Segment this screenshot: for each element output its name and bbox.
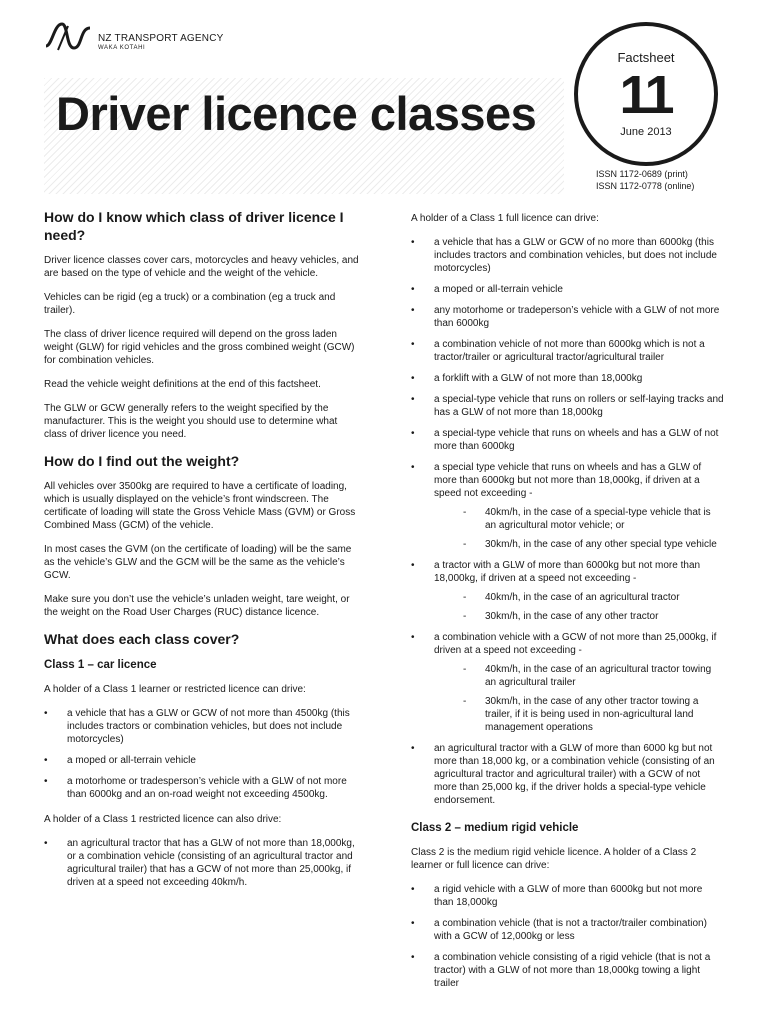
list-item-text: a combination vehicle with a GCW of not more than 25,000kg, if driven at a speed not exceeding - bbox=[434, 632, 717, 656]
list-item: • a vehicle that has a GLW or GCW of not more than 4500kg (this includes tractors or combination vehicles, but does not include motorcycles) bbox=[44, 707, 362, 746]
paragraph: A holder of a Class 1 restricted licence can also drive: bbox=[44, 814, 282, 825]
sub-list-item: - 40km/h, in the case of a special-type vehicle that is an agricultural motor vehicle; or bbox=[434, 506, 724, 532]
heading-which-class: How do I know which class of driver licence I need? bbox=[44, 209, 344, 243]
class2-list bbox=[411, 883, 724, 990]
sub-list-item: - 30km/h, in the case of any other tractor towing a trailer, if it is being used in non-agricultural land management operations bbox=[434, 695, 724, 734]
class1-learner-list bbox=[44, 707, 362, 801]
sub-list bbox=[434, 663, 724, 734]
class1-restricted-list bbox=[44, 837, 362, 889]
brand-name: NZ TRANSPORT AGENCY bbox=[98, 33, 224, 44]
factsheet-badge bbox=[574, 22, 718, 166]
issn-online: ISSN 1172-0778 (online) bbox=[596, 181, 695, 191]
list-item-text: a special type vehicle that runs on wheels and has a GLW of more than 6000kg but not more than 18,000kg, if driven at a speed not exceeding - bbox=[434, 462, 702, 499]
right-column bbox=[411, 212, 724, 998]
sub-list-item: - 30km/h, in the case of any other special type vehicle bbox=[434, 538, 724, 551]
paragraph: All vehicles over 3500kg are required to have a certificate of loading, which is usually displayed on the vehicle’s front windscreen. The certificate of loading will state the Gross Vehicle Mass (GVM) or Gross Combined Mass (GCM) of the vehicle. bbox=[44, 481, 356, 531]
sub-list bbox=[434, 506, 724, 551]
issn-print: ISSN 1172-0689 (print) bbox=[596, 169, 688, 179]
list-item: • a motorhome or tradesperson’s vehicle with a GLW of not more than 6000kg and an on-road weight not exceeding 4500kg. bbox=[44, 775, 362, 801]
list-item: • an agricultural tractor that has a GLW of not more than 18,000kg, or a combination vehicle (consisting of an agricultural tractor and agricultural trailer) that has a GCW of not more than 25,000kg, if driven at a speed not exceeding 40km/h. bbox=[44, 837, 362, 889]
list-item: • a forklift with a GLW of not more than 18,000kg bbox=[411, 372, 724, 385]
factsheet-label: Factsheet bbox=[617, 50, 675, 65]
sub-list bbox=[434, 591, 724, 623]
issn-block bbox=[596, 168, 694, 192]
list-item bbox=[411, 631, 724, 734]
list-item: • a combination vehicle consisting of a rigid vehicle (that is not a tractor) with a GLW of not more than 18,000kg towing a light trailer bbox=[411, 951, 724, 990]
sub-list-item: - 40km/h, in the case of an agricultural tractor towing an agricultural trailer bbox=[434, 663, 724, 689]
class1-full-list bbox=[411, 236, 724, 807]
factsheet-number: 11 bbox=[619, 65, 673, 125]
paragraph: The class of driver licence required will depend on the gross laden weight (GLW) for rigid vehicles and the gross combined weight (GCW) for combination vehicles. bbox=[44, 329, 355, 366]
paragraph: A holder of a Class 1 learner or restricted licence can drive: bbox=[44, 684, 306, 695]
list-item: • a rigid vehicle with a GLW of more than 6000kg but not more than 18,000kg bbox=[411, 883, 724, 909]
list-item: • an agricultural tractor with a GLW of more than 6000 kg but not more than 18,000 kg, or a combination vehicle (consisting of an agricultural tractor and agricultural trailer) with a GCW of not more than 25,000 kg, if the driver holds a special-type vehicle endorsement. bbox=[411, 742, 724, 807]
list-item: • a moped or all-terrain vehicle bbox=[44, 754, 362, 767]
paragraph: A holder of a Class 1 full licence can drive: bbox=[411, 213, 599, 224]
sub-list-item: - 30km/h, in the case of any other tractor bbox=[434, 610, 724, 623]
heading-class-2: Class 2 – medium rigid vehicle bbox=[411, 822, 579, 834]
factsheet-date: June 2013 bbox=[620, 126, 672, 138]
paragraph: Driver licence classes cover cars, motorcycles and heavy vehicles, and are based on the type of vehicle and the weight of the vehicle. bbox=[44, 255, 359, 279]
left-column bbox=[44, 208, 362, 897]
heading-class-cover: What does each class cover? bbox=[44, 631, 240, 647]
paragraph: Vehicles can be rigid (eg a truck) or a combination (eg a truck and trailer). bbox=[44, 292, 336, 316]
heading-class-1: Class 1 – car licence bbox=[44, 659, 157, 671]
list-item: • any motorhome or tradeperson’s vehicle with a GLW of not more than 6000kg bbox=[411, 304, 724, 330]
list-item: • a combination vehicle of not more than 6000kg which is not a tractor/trailer or agricultural tractor/agricultural trailer bbox=[411, 338, 724, 364]
list-item: • a moped or all-terrain vehicle bbox=[411, 283, 724, 296]
list-item: • a special-type vehicle that runs on rollers or self-laying tracks and has a GLW of not more than 18,000kg bbox=[411, 393, 724, 419]
paragraph: Make sure you don’t use the vehicle’s unladen weight, tare weight, or the weight on the Road User Charges (RUC) distance licence. bbox=[44, 594, 350, 618]
brand-subtitle: WAKA KOTAHI bbox=[98, 45, 146, 51]
paragraph: Class 2 is the medium rigid vehicle licence. A holder of a Class 2 learner or full licence can drive: bbox=[411, 847, 697, 871]
list-item bbox=[411, 461, 724, 551]
list-item bbox=[411, 559, 724, 623]
list-item: • a special-type vehicle that runs on wheels and has a GLW of not more than 6000kg bbox=[411, 427, 724, 453]
nzta-logo-mark bbox=[44, 20, 94, 54]
paragraph: In most cases the GVM (on the certificate of loading) will be the same as the vehicle’s GLW and the GCM will be the same as the vehicle’s GCW. bbox=[44, 544, 352, 581]
page-title: Driver licence classes bbox=[56, 87, 537, 140]
list-item: • a vehicle that has a GLW or GCW of no more than 6000kg (this includes tractors and combination vehicles, but does not include motorcycles) bbox=[411, 236, 724, 275]
sub-list-item: - 40km/h, in the case of an agricultural tractor bbox=[434, 591, 724, 604]
heading-find-weight: How do I find out the weight? bbox=[44, 453, 240, 469]
nzta-logo bbox=[44, 20, 244, 60]
paragraph: The GLW or GCW generally refers to the weight specified by the manufacturer. This is the weight you should use to determine what class of driver licence you need. bbox=[44, 403, 338, 440]
list-item: • a combination vehicle (that is not a tractor/trailer combination) with a GCW of 12,000kg or less bbox=[411, 917, 724, 943]
paragraph: Read the vehicle weight definitions at the end of this factsheet. bbox=[44, 379, 321, 390]
list-item-text: a tractor with a GLW of more than 6000kg but not more than 18,000kg, if driven at a speed not exceeding - bbox=[434, 560, 701, 584]
